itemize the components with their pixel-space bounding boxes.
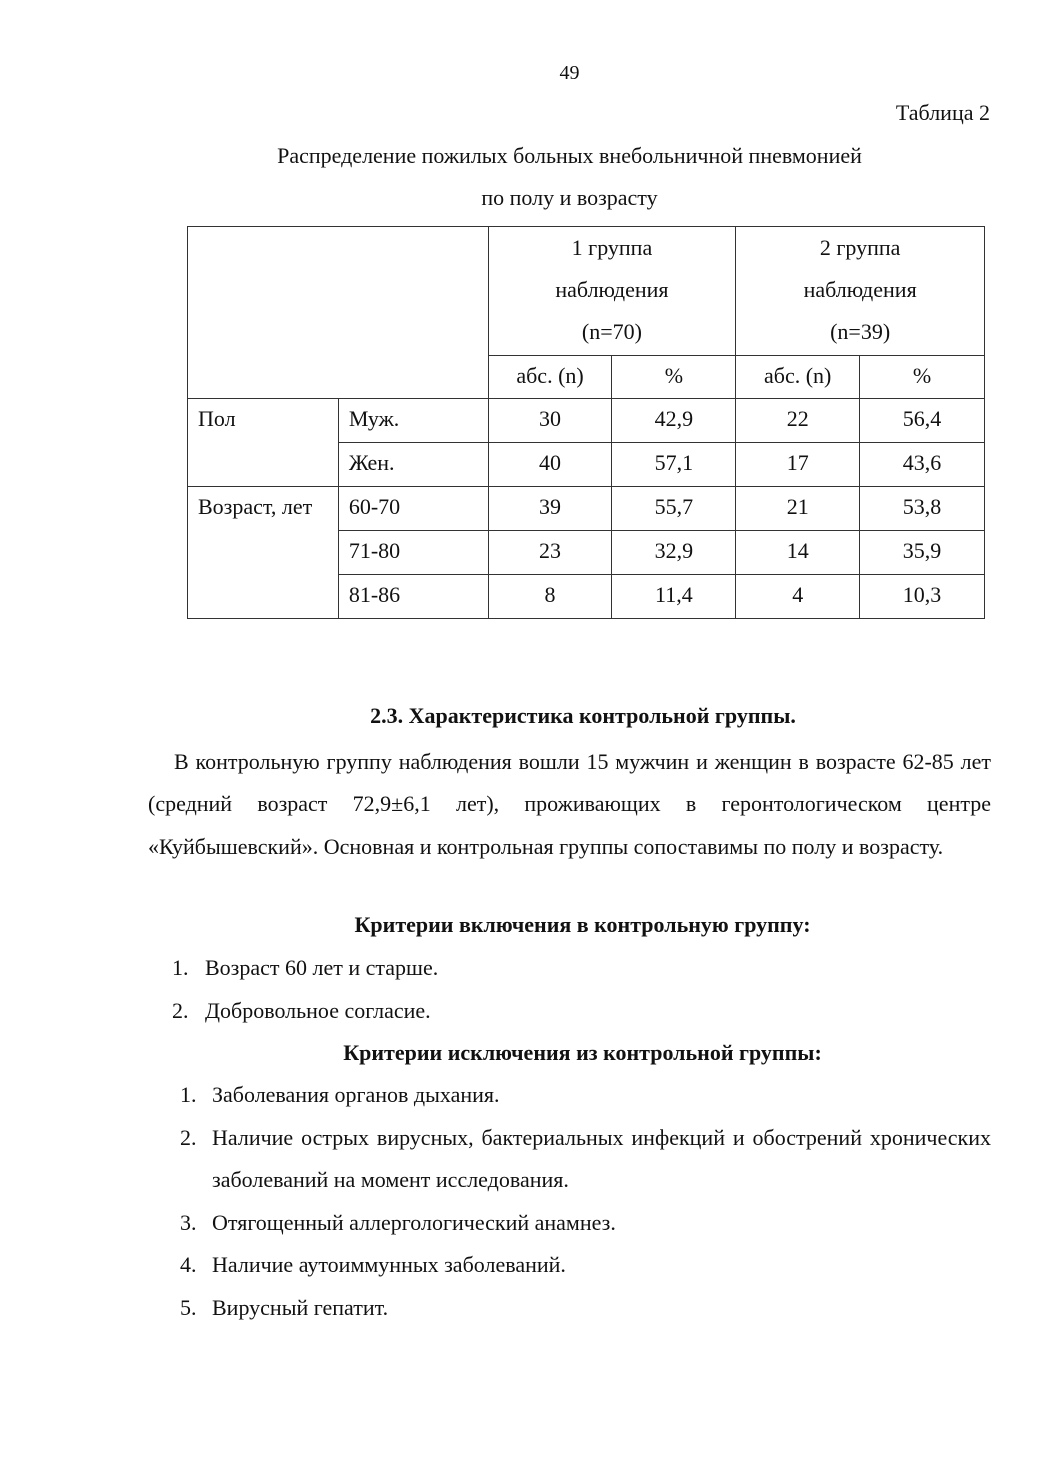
table-label: Таблица 2 (895, 100, 990, 125)
table-caption-line1: Распределение пожилых больных внебольничной пневмонией (277, 143, 862, 168)
list-item-text: Заболевания органов дыхания. (212, 1082, 500, 1107)
group2-header-line3: (n=39) (830, 319, 891, 344)
list-item-text: Наличие аутоиммунных заболеваний. (212, 1252, 566, 1277)
body-paragraph: В контрольную группу наблюдения вошли 15 мужчин и женщин в возрасте 62-85 лет (средний возраст 72,9±6,1 лет), проживающих в геронтологическом центре «Куйбышевский». Основная и контрольная группы сопоставимы по полу и возрасту. (148, 749, 991, 859)
cell-g2-pct: 56,4 (860, 399, 985, 443)
list-item-text: Наличие острых вирусных, бактериальных инфекций и обострений хронических заболеваний на момент исследования. (212, 1124, 991, 1192)
inclusion-criteria-title: Критерии включения в контрольную группу: (354, 912, 811, 937)
section-label-age: Возраст, лет (188, 487, 339, 619)
list-item-text: Добровольное согласие. (205, 997, 431, 1023)
cell-g2-n: 21 (736, 487, 860, 531)
cell-g2-pct: 10,3 (860, 575, 985, 619)
list-item-number: 1. (172, 955, 189, 980)
section-label-sex: Пол (188, 399, 339, 487)
list-item-number: 5. (180, 1294, 197, 1320)
cell-g1-n: 39 (488, 487, 612, 531)
group1-header-line2: наблюдения (555, 277, 669, 302)
table-corner-cell (188, 227, 489, 399)
list-item-number: 2. (172, 997, 189, 1023)
cell-g2-pct: 35,9 (860, 531, 985, 575)
cell-g2-pct: 43,6 (860, 443, 985, 487)
table-row (188, 399, 985, 443)
row-sublabel: 71-80 (338, 531, 488, 575)
exclusion-criteria-title: Критерии исключения из контрольной группы: (343, 1040, 822, 1065)
list-item (172, 990, 438, 1033)
page-number: 49 (559, 62, 580, 84)
cell-g1-pct: 11,4 (612, 575, 736, 619)
list-item-number: 2. (180, 1124, 197, 1150)
table-header-row (188, 227, 985, 356)
inclusion-criteria-list (172, 947, 438, 1032)
cell-g1-pct: 57,1 (612, 443, 736, 487)
cell-g2-n: 22 (736, 399, 860, 443)
list-item-text: Возраст 60 лет и старше. (205, 955, 439, 980)
group2-header (736, 227, 985, 356)
cell-g1-n: 30 (488, 399, 612, 443)
cell-g1-pct: 55,7 (612, 487, 736, 531)
cell-g2-n: 17 (736, 443, 860, 487)
table-caption-line2: по полу и возрасту (481, 185, 658, 210)
group1-header (488, 227, 736, 356)
list-item-number: 3. (180, 1209, 197, 1235)
subheader-g2-pct: % (860, 356, 985, 399)
list-item (172, 947, 438, 990)
cell-g1-n: 23 (488, 531, 612, 575)
list-item-text: Вирусный гепатит. (212, 1294, 389, 1320)
list-item-number: 1. (180, 1082, 197, 1107)
row-sublabel: 81-86 (338, 575, 488, 619)
list-item (180, 1287, 991, 1330)
group2-header-line2: наблюдения (803, 277, 917, 302)
row-sublabel: Жен. (338, 443, 488, 487)
table-row (188, 487, 985, 531)
group1-header-line1: 1 группа (571, 235, 653, 260)
exclusion-criteria-list (180, 1074, 991, 1329)
distribution-table (187, 226, 985, 619)
cell-g1-pct: 42,9 (612, 399, 736, 443)
cell-g2-n: 14 (736, 531, 860, 575)
cell-g1-n: 40 (488, 443, 612, 487)
cell-g1-n: 8 (488, 575, 612, 619)
list-item (180, 1244, 991, 1287)
row-sublabel: Муж. (338, 399, 488, 443)
list-item (180, 1074, 991, 1117)
group2-header-line1: 2 группа (819, 235, 901, 260)
list-item (180, 1202, 991, 1245)
list-item-text: Отягощенный аллергологический анамнез. (212, 1209, 616, 1235)
list-item (180, 1117, 991, 1202)
cell-g1-pct: 32,9 (612, 531, 736, 575)
group1-header-line3: (n=70) (581, 319, 642, 344)
list-item-number: 4. (180, 1252, 197, 1277)
subheader-g2-abs: абс. (n) (736, 356, 860, 399)
section-title: 2.3. Характеристика контрольной группы. (370, 703, 796, 728)
subheader-g1-abs: абс. (n) (488, 356, 612, 399)
cell-g2-n: 4 (736, 575, 860, 619)
subheader-g1-pct: % (612, 356, 736, 399)
cell-g2-pct: 53,8 (860, 487, 985, 531)
row-sublabel: 60-70 (338, 487, 488, 531)
